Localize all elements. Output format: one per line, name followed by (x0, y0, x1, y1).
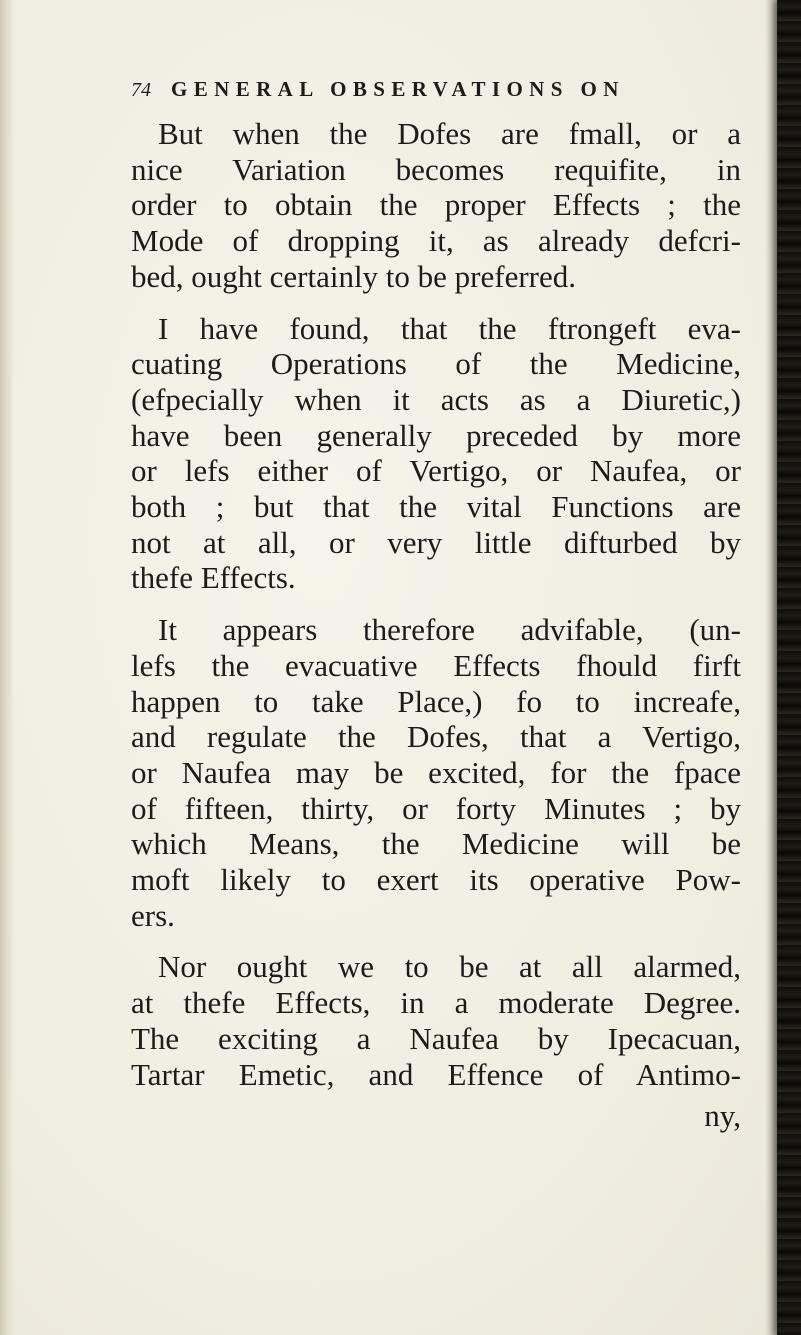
text-line: happen to take Place,) fo to increafe, (131, 683, 741, 719)
page-header (131, 76, 671, 103)
text-line: cuating Operations of the Medicine, (131, 346, 741, 382)
text-line: I have found, that the ftrongeft eva- (158, 310, 741, 346)
text-line: have been generally preceded by more (131, 417, 741, 453)
catchword: ny, (704, 1098, 741, 1134)
catchword-line (131, 1098, 741, 1134)
text-line: or lefs either of Vertigo, or Naufea, or (131, 453, 741, 489)
text-line: (efpecially when it acts as a Diuretic,) (131, 381, 741, 417)
book-spine (777, 0, 801, 1335)
body-text (131, 116, 741, 1150)
text-line: or Naufea may be excited, for the fpace (131, 754, 741, 790)
text-line: and regulate the Dofes, that a Vertigo, (131, 719, 741, 755)
text-line: nice Variation becomes requifite, in (131, 151, 741, 187)
text-line: The exciting a Naufea by Ipecacuan, (131, 1020, 741, 1056)
text-line: But when the Dofes are fmall, or a (158, 116, 741, 151)
text-line: It appears therefore advifable, (un- (158, 612, 741, 648)
paragraph-1 (131, 116, 741, 295)
text-line: of fifteen, thirty, or forty Minutes ; by (131, 790, 741, 826)
running-head: GENERAL OBSERVATIONS ON (171, 77, 625, 101)
text-line: moft likely to exert its operative Pow- (131, 862, 741, 898)
page-left-edge (0, 0, 14, 1335)
text-line: thefe Effects. (131, 560, 296, 596)
text-line: not at all, or very little difturbed by (131, 524, 741, 560)
page-number: 74 (131, 79, 151, 101)
text-line: ers. (131, 897, 175, 933)
text-line: which Means, the Medicine will be (131, 826, 741, 862)
text-line: bed, ought certainly to be preferred. (131, 258, 577, 294)
paragraph-2 (131, 311, 741, 597)
paragraph-4 (131, 949, 741, 1134)
text-line: Tartar Emetic, and Effence of Antimo- (131, 1056, 741, 1092)
text-line: at thefe Effects, in a moderate Degree. (131, 985, 741, 1021)
text-line: order to obtain the proper Effects ; the (131, 187, 741, 223)
text-line: lefs the evacuative Effects fhould firft (131, 647, 741, 683)
text-line: both ; but that the vital Functions are (131, 489, 741, 525)
text-line: Nor ought we to be at all alarmed, (158, 949, 741, 985)
paragraph-3 (131, 612, 741, 933)
text-line: Mode of dropping it, as already defcri- (131, 223, 741, 259)
gutter-shadow (765, 0, 777, 1335)
